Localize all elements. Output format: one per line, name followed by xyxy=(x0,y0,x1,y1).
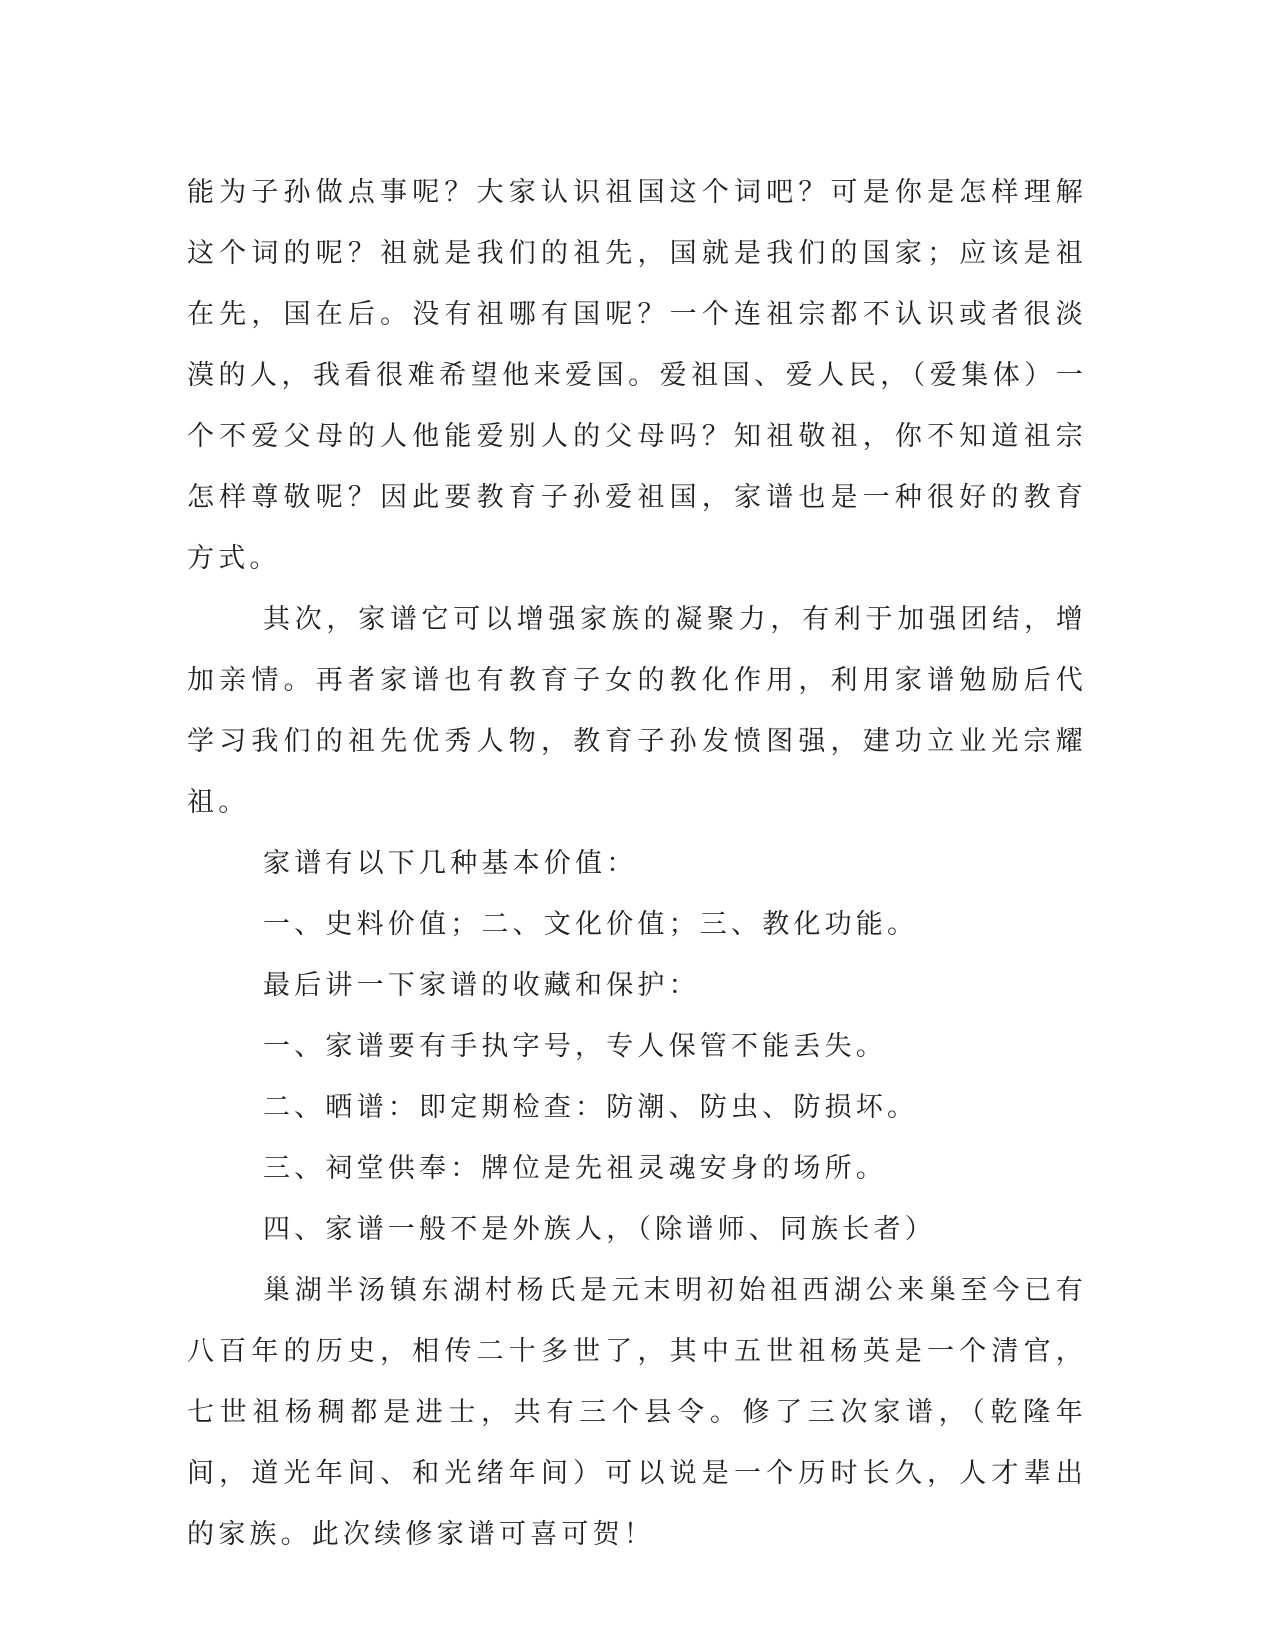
list-item-preservation-2: 二、晒谱：即定期检查：防潮、防虫、防损坏。 xyxy=(263,1092,919,1123)
paragraph-preservation-intro: 最后讲一下家谱的收藏和保护： xyxy=(263,970,700,1001)
paragraph-values-intro: 家谱有以下几种基本价值： xyxy=(263,848,638,879)
list-item-preservation-4: 四、家谱一般不是外族人，（除谱师、同族长者） xyxy=(263,1214,936,1245)
paragraph-yang-family-history: 巢湖半汤镇东湖村杨氏是元末明初始祖西湖公来巢至今已有八百年的历史，相传二十多世了，其中五世祖杨英是一个清官，七世祖杨稠都是进士，共有三个县令。修了三次家谱，（乾隆年间，道光年间、和光绪年间）可以说是一个历时长久，人才辈出的家族。此次续修家谱可喜可贺！ xyxy=(187,1275,1087,1550)
list-item-preservation-3: 三、祠堂供奉：牌位是先祖灵魂安身的场所。 xyxy=(263,1153,887,1184)
paragraph-continuation: 能为子孙做点事呢？大家认识祖国这个词吧？可是你是怎样理解这个词的呢？祖就是我们的祖先，国就是我们的国家；应该是祖在先，国在后。没有祖哪有国呢？一个连祖宗都不认识或者很淡漠的人，我看很难希望他来爱国。爱祖国、爱人民，（爱集体）一个不爱父母的人他能爱别人的父母吗？知祖敬祖，你不知道祖宗怎样尊敬呢？因此要教育子孙爱祖国，家谱也是一种很好的教育方式。 xyxy=(187,177,1087,574)
paragraph-cohesion: 其次，家谱它可以增强家族的凝聚力，有利于加强团结，增加亲情。再者家谱也有教育子女的教化作用，利用家谱勉励后代学习我们的祖先优秀人物，教育子孙发愤图强，建功立业光宗耀祖。 xyxy=(187,604,1087,818)
body-text xyxy=(187,162,1087,1565)
paragraph-values-list: 一、史料价值；二、文化价值；三、教化功能。 xyxy=(263,909,919,940)
list-item-preservation-1: 一、家谱要有手执字号，专人保管不能丢失。 xyxy=(263,1031,887,1062)
